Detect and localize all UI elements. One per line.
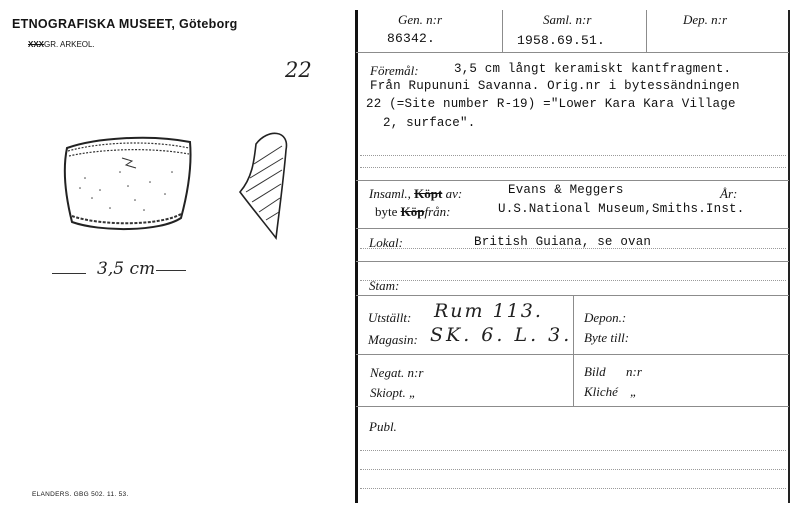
gen-nr-label: Gen. n:r bbox=[398, 12, 443, 27]
magasin-value: SK. 6. L. 3. bbox=[430, 324, 573, 346]
description-line-2: Från Rupununi Savanna. Orig.nr i bytessändningen bbox=[370, 79, 740, 93]
handwritten-number: 22 bbox=[285, 58, 312, 82]
description-line-3: 22 (=Site number R-19) ="Lower Kara Kara Village bbox=[366, 97, 736, 111]
dotted-line bbox=[360, 155, 786, 156]
ar-label: År: bbox=[720, 186, 738, 201]
rule-6 bbox=[356, 406, 789, 407]
rule-3 bbox=[356, 261, 789, 262]
depon-label: Depon.: bbox=[584, 310, 627, 325]
card-border-left bbox=[355, 10, 358, 503]
byte-line bbox=[375, 204, 450, 220]
utstallt-value: Rum 113. bbox=[434, 300, 543, 322]
publ-label: Publ. bbox=[369, 419, 397, 434]
bild-label: Bild bbox=[584, 364, 606, 379]
sherd-profile-hatching bbox=[246, 146, 283, 220]
rule-1 bbox=[356, 180, 789, 181]
sherd-profile-outline bbox=[240, 133, 286, 238]
department-struck: XXX bbox=[28, 40, 45, 49]
header-divider-2 bbox=[646, 10, 647, 53]
sherd-lower-band bbox=[72, 214, 181, 223]
stam-label: Stam: bbox=[369, 278, 400, 293]
dotted-line bbox=[360, 450, 786, 451]
insaml-line bbox=[369, 186, 462, 202]
dotted-line bbox=[360, 280, 786, 281]
sherd-stipple bbox=[79, 171, 173, 211]
lokal-value: British Guiana, se ovan bbox=[474, 235, 652, 249]
middle-divider bbox=[573, 295, 574, 406]
negat-label: Negat. n:r bbox=[370, 365, 424, 380]
description-line-4: 2, surface". bbox=[383, 116, 476, 130]
scale-line-right bbox=[156, 270, 186, 271]
department: GR. ARKEOL. bbox=[44, 40, 95, 49]
department-line bbox=[28, 40, 95, 49]
lokal-label: Lokal: bbox=[369, 235, 403, 250]
utstallt-label: Utställt: bbox=[368, 310, 412, 325]
description-line-1: 3,5 cm långt keramiskt kantfragment. bbox=[454, 62, 732, 76]
byte-prefix: byte bbox=[375, 204, 398, 219]
header-divider-1 bbox=[502, 10, 503, 53]
skiopt-label: Skiopt. „ bbox=[370, 385, 417, 400]
magasin-label: Magasin: bbox=[368, 332, 418, 347]
av-label: av: bbox=[445, 186, 463, 201]
fran-label: från: bbox=[424, 204, 451, 219]
scale-line-left bbox=[52, 273, 86, 274]
museum-name: ETNOGRAFISKA MUSEET, Göteborg bbox=[12, 17, 238, 31]
card-border-right bbox=[788, 10, 790, 503]
bild-nr-label: n:r bbox=[626, 364, 642, 379]
dotted-line bbox=[360, 167, 786, 168]
kliche-ditto: „ bbox=[630, 384, 638, 399]
sherd-rim-band bbox=[68, 143, 189, 156]
byte-till-label: Byte till: bbox=[584, 330, 630, 345]
byte-struck: Köp bbox=[400, 204, 425, 219]
foremal-label: Föremål: bbox=[370, 63, 419, 78]
insaml-value: Evans & Meggers bbox=[508, 183, 624, 197]
dotted-line bbox=[360, 488, 786, 489]
dep-nr-label: Dep. n:r bbox=[683, 12, 728, 27]
insaml-label: Insaml., bbox=[369, 186, 411, 201]
gen-nr-value: 86342. bbox=[387, 31, 436, 46]
sherd-drawing bbox=[40, 120, 340, 260]
kliche-label: Kliché bbox=[584, 384, 618, 399]
size-label: 3,5 cm bbox=[97, 259, 156, 279]
header-rule bbox=[356, 52, 789, 53]
sherd-mark bbox=[122, 158, 136, 168]
rule-2 bbox=[356, 228, 789, 229]
dotted-line bbox=[360, 469, 786, 470]
saml-nr-value: 1958.69.51. bbox=[517, 33, 606, 48]
insaml-struck: Köpt bbox=[414, 186, 443, 201]
fran-value: U.S.National Museum,Smiths.Inst. bbox=[498, 202, 745, 216]
printer-note: ELANDERS. GBG 502. 11. 53. bbox=[32, 491, 129, 498]
saml-nr-label: Saml. n:r bbox=[543, 12, 592, 27]
